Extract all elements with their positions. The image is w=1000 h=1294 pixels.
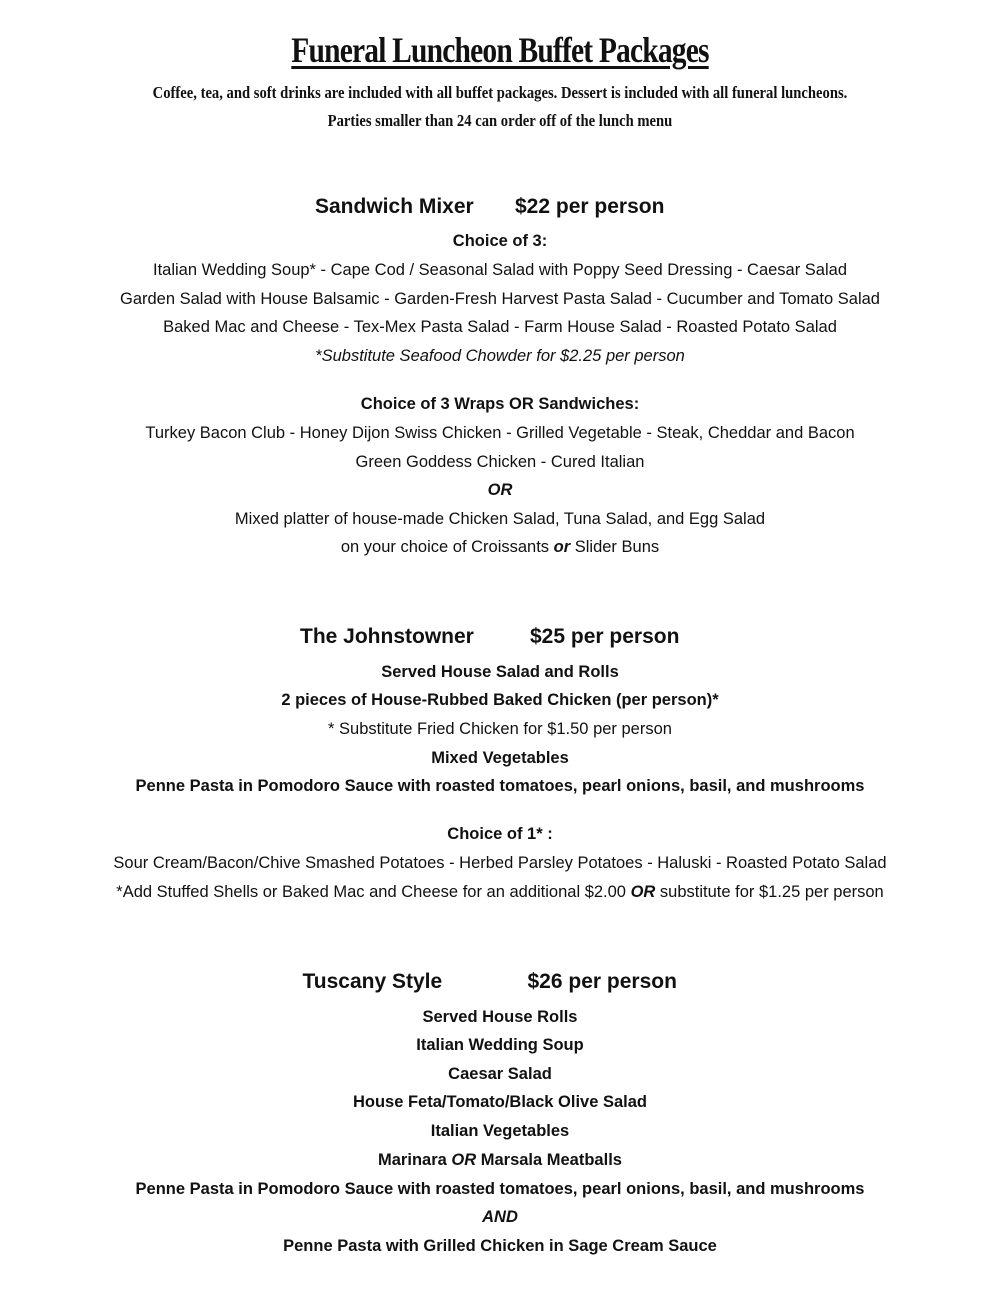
choice-line: Baked Mac and Cheese - Tex-Mex Pasta Salad - Farm House Salad - Roasted Potato Salad <box>163 318 837 336</box>
add-note-text: substitute for $1.25 per person <box>655 883 884 901</box>
meatballs-text: Marinara <box>378 1151 452 1169</box>
menu-item: Penne Pasta in Pomodoro Sauce with roasted tomatoes, pearl onions, basil, and mushrooms <box>135 777 865 795</box>
menu-item: Penne Pasta in Pomodoro Sauce with roasted tomatoes, pearl onions, basil, and mushrooms <box>135 1180 865 1198</box>
menu-item: Served House Rolls <box>422 1008 578 1026</box>
menu-item: 2 pieces of House-Rubbed Baked Chicken (per person)* <box>281 691 719 709</box>
menu-item: Italian Wedding Soup <box>416 1036 584 1054</box>
subtitle-line-1: Coffee, tea, and soft drinks are included with all buffet packages. Dessert is included with all funeral luncheons. <box>152 83 848 102</box>
package-price: $26 per person <box>527 970 677 993</box>
wraps-line: Turkey Bacon Club - Honey Dijon Swiss Chicken - Grilled Vegetable - Steak, Cheddar and Bacon <box>145 424 855 442</box>
package-price: $25 per person <box>530 625 680 648</box>
platter-text: Slider Buns <box>570 538 660 556</box>
add-note-text: *Add Stuffed Shells or Baked Mac and Cheese for an additional $2.00 <box>116 883 631 901</box>
package-price: $22 per person <box>515 195 665 218</box>
menu-item: Italian Vegetables <box>430 1122 570 1140</box>
subtitle-line-2: Parties smaller than 24 can order off of the lunch menu <box>327 111 673 130</box>
page-title-text: Funeral Luncheon Buffet Packages <box>291 30 709 70</box>
meatballs-text: Marsala Meatballs <box>476 1151 622 1169</box>
or-emphasis: OR <box>451 1151 477 1169</box>
package-header-sandwich-mixer <box>0 193 1000 221</box>
choice-line: Italian Wedding Soup* - Cape Cod / Seasonal Salad with Poppy Seed Dressing - Caesar Salad <box>152 261 848 279</box>
wraps-heading: Choice of 3 Wraps OR Sandwiches: <box>360 395 640 413</box>
package-header-tuscany-style <box>0 968 1000 996</box>
page-title <box>90 28 910 72</box>
choice-heading: Choice of 1* : <box>447 825 553 843</box>
package-name: The Johnstowner <box>300 625 474 648</box>
platter-line-2 <box>0 536 1000 558</box>
choice-line: Garden Salad with House Balsamic - Garden-Fresh Harvest Pasta Salad - Cucumber and Tomato Salad <box>120 290 880 308</box>
choice-line: Sour Cream/Bacon/Chive Smashed Potatoes - Herbed Parsley Potatoes - Haluski - Roasted Potato Salad <box>113 854 887 872</box>
menu-item: Mixed Vegetables <box>431 749 569 767</box>
choice-note: *Substitute Seafood Chowder for $2.25 per person <box>315 347 685 365</box>
menu-item: Penne Pasta with Grilled Chicken in Sage Cream Sauce <box>283 1237 717 1255</box>
platter-line: Mixed platter of house-made Chicken Salad, Tuna Salad, and Egg Salad <box>234 510 766 528</box>
or-emphasis: OR <box>630 883 656 901</box>
menu-item-meatballs <box>0 1149 1000 1171</box>
add-note <box>0 881 1000 903</box>
platter-text: on your choice of Croissants <box>340 538 554 556</box>
or-label: OR <box>487 481 513 499</box>
choice-heading: Choice of 3: <box>452 232 548 250</box>
wraps-line: Green Goddess Chicken - Cured Italian <box>355 453 645 471</box>
menu-item: Caesar Salad <box>448 1065 552 1083</box>
and-label: AND <box>482 1208 518 1226</box>
package-name: Tuscany Style <box>302 970 443 993</box>
or-emphasis: or <box>553 538 571 556</box>
sub-note: * Substitute Fried Chicken for $1.50 per person <box>328 720 672 738</box>
menu-item: Served House Salad and Rolls <box>381 663 619 681</box>
menu-item: House Feta/Tomato/Black Olive Salad <box>352 1093 648 1111</box>
package-header-johnstowner <box>0 623 1000 651</box>
package-name: Sandwich Mixer <box>315 195 474 218</box>
